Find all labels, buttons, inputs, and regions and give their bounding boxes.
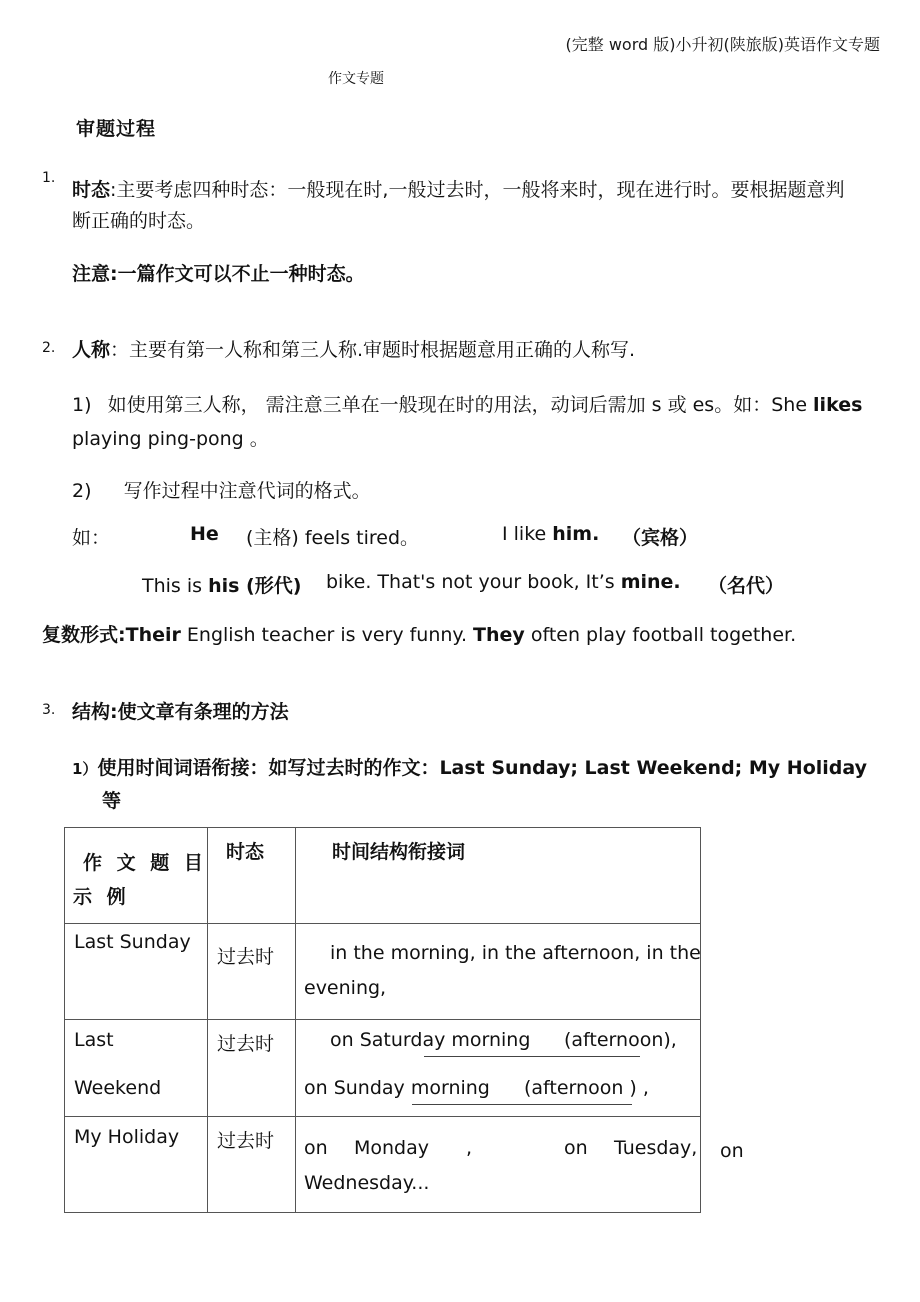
- plural-text-1: English teacher is very funny.: [180, 624, 474, 646]
- words-line-2: Wednesday...: [304, 1172, 430, 1194]
- table-header-row: [65, 828, 701, 924]
- cell-words: [296, 1117, 701, 1213]
- example-label: 如：: [72, 527, 111, 549]
- example-2-his: his (形代): [208, 575, 302, 597]
- example-he-case: (主格) feels tired。: [246, 527, 420, 549]
- example-him: him.: [552, 523, 600, 545]
- table-row: [65, 924, 701, 1020]
- table-row: [65, 1117, 701, 1213]
- words-line-1-a: on Saturday morning: [330, 1029, 531, 1051]
- header-cell-words: [296, 828, 701, 924]
- underline-2: [412, 1104, 632, 1105]
- item-2-sub-1-bold: likes: [813, 394, 863, 416]
- words-monday: Monday: [354, 1137, 430, 1159]
- words-line-2-a: on Sunday morning: [304, 1077, 490, 1099]
- words-comma: ,: [466, 1137, 473, 1159]
- item-2-label: 人称: [72, 339, 111, 361]
- topic-line-1: Last: [74, 1029, 114, 1051]
- item-2-sub-1-text: 如使用第三人称， 需注意三单在一般现在时的用法，动词后需加 s 或 es。如：She: [107, 394, 814, 416]
- item-3-sub-1-prefix: 1）: [72, 760, 98, 778]
- example-he: He: [190, 523, 219, 545]
- item-1-line-1: [72, 175, 844, 202]
- item-3-sub-1: [72, 753, 867, 780]
- header-words: 时间结构衔接词: [332, 841, 466, 863]
- item-2-line: [72, 335, 635, 362]
- words-line-1: in the morning, in the afternoon, in the: [330, 942, 701, 964]
- item-3-sub-1-line-2: 等: [102, 790, 122, 812]
- item-3-number: 3.: [42, 702, 56, 718]
- plural-form: [42, 620, 796, 647]
- item-2-sub-2: [72, 476, 371, 503]
- item-2-sub-1: [72, 390, 862, 417]
- tense-text: 过去时: [217, 946, 275, 968]
- item-1-note: 注意:一篇作文可以不止一种时态。: [72, 263, 365, 285]
- document-header-title: (完整 word 版)小升初(陕旅版)英语作文专题: [565, 35, 880, 54]
- item-2-number: 2.: [42, 340, 56, 356]
- words-line-1-b: (afternoon),: [564, 1029, 677, 1051]
- example-2-this-is-text: This is: [142, 575, 209, 597]
- plural-label: 复数形式:: [42, 624, 126, 646]
- item-2-sub-1-prefix: 1): [72, 394, 92, 416]
- section-title: 审题过程: [76, 118, 157, 140]
- example-him-case: （宾格）: [622, 527, 699, 549]
- example-like-text: I like: [502, 523, 553, 545]
- item-1-line-2: 断正确的时态。: [72, 210, 206, 232]
- item-2-text: ：主要有第一人称和第三人称.审题时根据题意用正确的人称写.: [110, 339, 636, 361]
- words-on-1: on: [304, 1137, 328, 1159]
- header-topic-line-2: 示 例: [73, 886, 130, 908]
- words-line-2-b: (afternoon ) ,: [524, 1077, 649, 1099]
- cell-tense: [208, 924, 296, 1020]
- item-3-sub-1-text: 使用时间词语衔接：如写过去时的作文：Last Sunday; Last Weekend; My Holiday: [97, 757, 867, 779]
- example-2-mine: mine.: [620, 571, 681, 593]
- topic-text: Last Sunday: [74, 931, 191, 953]
- overflow-on-text: on: [720, 1140, 744, 1162]
- header-cell-topic: [65, 828, 208, 924]
- tense-text: 过去时: [217, 1130, 275, 1152]
- plural-text-2: often play football together.: [524, 624, 797, 646]
- item-2-sub-1-line-2: playing ping-pong 。: [72, 428, 269, 450]
- cell-topic: [65, 1020, 208, 1117]
- header-cell-tense: [208, 828, 296, 924]
- example-2-mine-case: （名代）: [708, 575, 785, 597]
- header-topic-line-1: 作 文 题 目: [83, 852, 207, 874]
- words-line-2: evening,: [304, 977, 387, 999]
- cell-topic: [65, 924, 208, 1020]
- topic-line-2: Weekend: [74, 1077, 162, 1099]
- cell-tense: [208, 1117, 296, 1213]
- plural-they: They: [473, 624, 525, 646]
- words-tuesday: Tuesday,: [614, 1137, 698, 1159]
- item-1-text: :主要考虑四种时态：一般现在时,一般过去时，一般将来时，现在进行时。要根据题意判: [110, 179, 845, 201]
- tense-text: 过去时: [217, 1033, 275, 1055]
- cell-words: [296, 924, 701, 1020]
- underline-1: [424, 1056, 640, 1057]
- example-2-middle-text: bike. That's not your book, It’s: [326, 571, 621, 593]
- item-1-number: 1.: [42, 170, 56, 186]
- example-2-middle: [326, 571, 681, 593]
- topic-text: My Holiday: [74, 1126, 180, 1148]
- item-2-sub-2-prefix: 2): [72, 480, 92, 502]
- cell-tense: [208, 1020, 296, 1117]
- item-1-label: 时态: [72, 179, 111, 201]
- plural-their: Their: [125, 624, 181, 646]
- words-on-2: on: [564, 1137, 588, 1159]
- subtitle: 作文专题: [328, 71, 384, 87]
- cell-words: [296, 1020, 701, 1117]
- item-3-title: 结构:使文章有条理的方法: [72, 701, 289, 723]
- table-row: [65, 1020, 701, 1117]
- item-2-sub-2-text: 写作过程中注意代词的格式。: [123, 480, 371, 502]
- example-2-this-is: [142, 571, 301, 598]
- header-tense: 时态: [226, 841, 265, 863]
- cell-topic: [65, 1117, 208, 1213]
- time-words-table: [64, 827, 701, 1213]
- example-like: [502, 523, 599, 545]
